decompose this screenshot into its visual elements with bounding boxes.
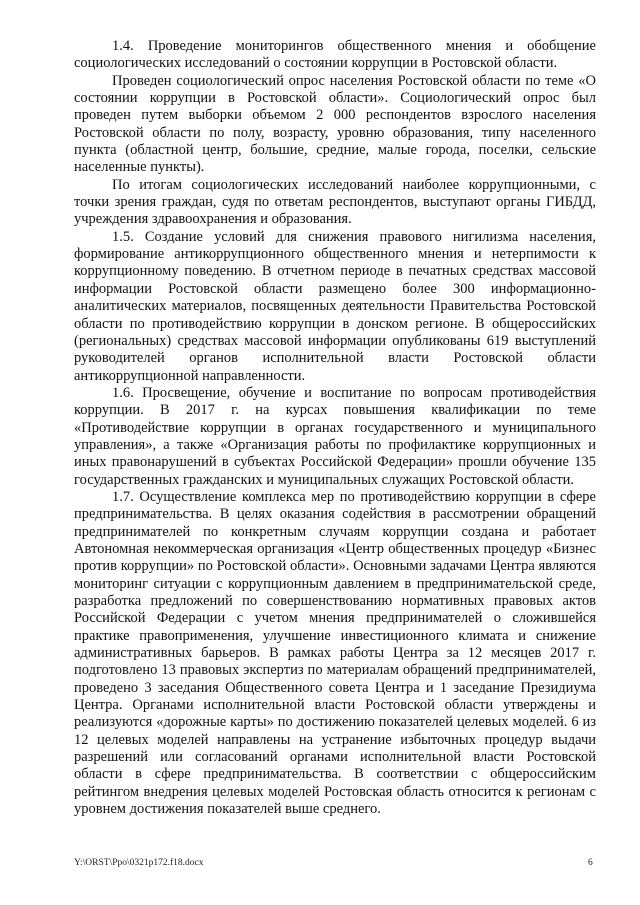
footer-file-path: Y:\ORST\Ppo\0321p172.f18.docx (74, 858, 204, 868)
page-number: 6 (588, 858, 593, 868)
document-body (74, 38, 596, 818)
paragraph-1-5: 1.5. Создание условий для снижения правового нигилизма населения, формирование антикоррупционного общественного мнения и нетерпимости к коррупционному поведению. В отчетном периоде в печатных средствах массовой информации Ростовской области размещено более 300 информационно-аналитических материалов, посвященных деятельности Правительства Ростовской области по противодействию коррупции в донском регионе. В общероссийских (региональных) средствах массовой информации опубликованы 619 выступлений руководителей органов исполнительной власти Ростовской области антикоррупционной направленности. (74, 228, 596, 384)
paragraph-1-6: 1.6. Просвещение, обучение и воспитание по вопросам противодействия коррупции. В 2017 г. на курсах повышения квалификации по теме «Противодействие коррупции в органах государственного и муниципального управления», а также «Организация работы по профилактике коррупционных и иных правонарушений в субъектах Российской Федерации» прошли обучение 135 государственных гражданских и муниципальных служащих Ростовской области. (74, 384, 596, 488)
page-footer (0, 858, 640, 874)
paragraph-1-7: 1.7. Осуществление комплекса мер по противодействию коррупции в сфере предпринимательства. В целях оказания содействия в рассмотрении обращений предпринимателей по конкретным случаям коррупции создана и работает Автономная некоммерческая организация «Центр общественных процедур «Бизнес против коррупции» по Ростовской области». Основными задачами Центра являются мониторинг ситуации с коррупционным давлением в предпринимательской среде, разработка предложений по совершенствованию нормативных правовых актов Российской Федерации с учетом мнения предпринимателей о сложившейся практике правоприменения, улучшение инвестиционного климата и снижение административных барьеров. В рамках работы Центра за 12 месяцев 2017 г. подготовлено 13 правовых экспертиз по материалам обращений предпринимателей, проведено 3 заседания Общественного совета Центра и 1 заседание Президиума Центра. Органами исполнительной власти Ростовской области утверждены и реализуются «дорожные карты» по достижению показателей целевых моделей. 6 из 12 целевых моделей направлены на устранение избыточных процедур выдачи разрешений или согласований органами исполнительной власти Ростовской области в сфере предпринимательства. В соответствии с общероссийским рейтингом внедрения целевых моделей Ростовская область относится к регионам с уровнем достижения показателей выше среднего. (74, 488, 596, 818)
paragraph-survey: Проведен социологический опрос населения Ростовской области по теме «О состоянии коррупции в Ростовской области». Социологический опрос был проведен путем выборки объемом 2 000 респондентов взрослого населения Ростовской области по полу, возрасту, уровню образования, типу населенного пункта (областной центр, большие, средние, малые города, поселки, сельские населенные пункты). (74, 72, 596, 176)
paragraph-1-4: 1.4. Проведение мониторингов общественного мнения и обобщение социологических исследований о состоянии коррупции в Ростовской области. (74, 38, 596, 72)
paragraph-survey-results: По итогам социологических исследований наиболее коррупционными, с точки зрения граждан, судя по ответам респондентов, выступают органы ГИБДД, учреждения здравоохранения и образования. (74, 176, 596, 228)
